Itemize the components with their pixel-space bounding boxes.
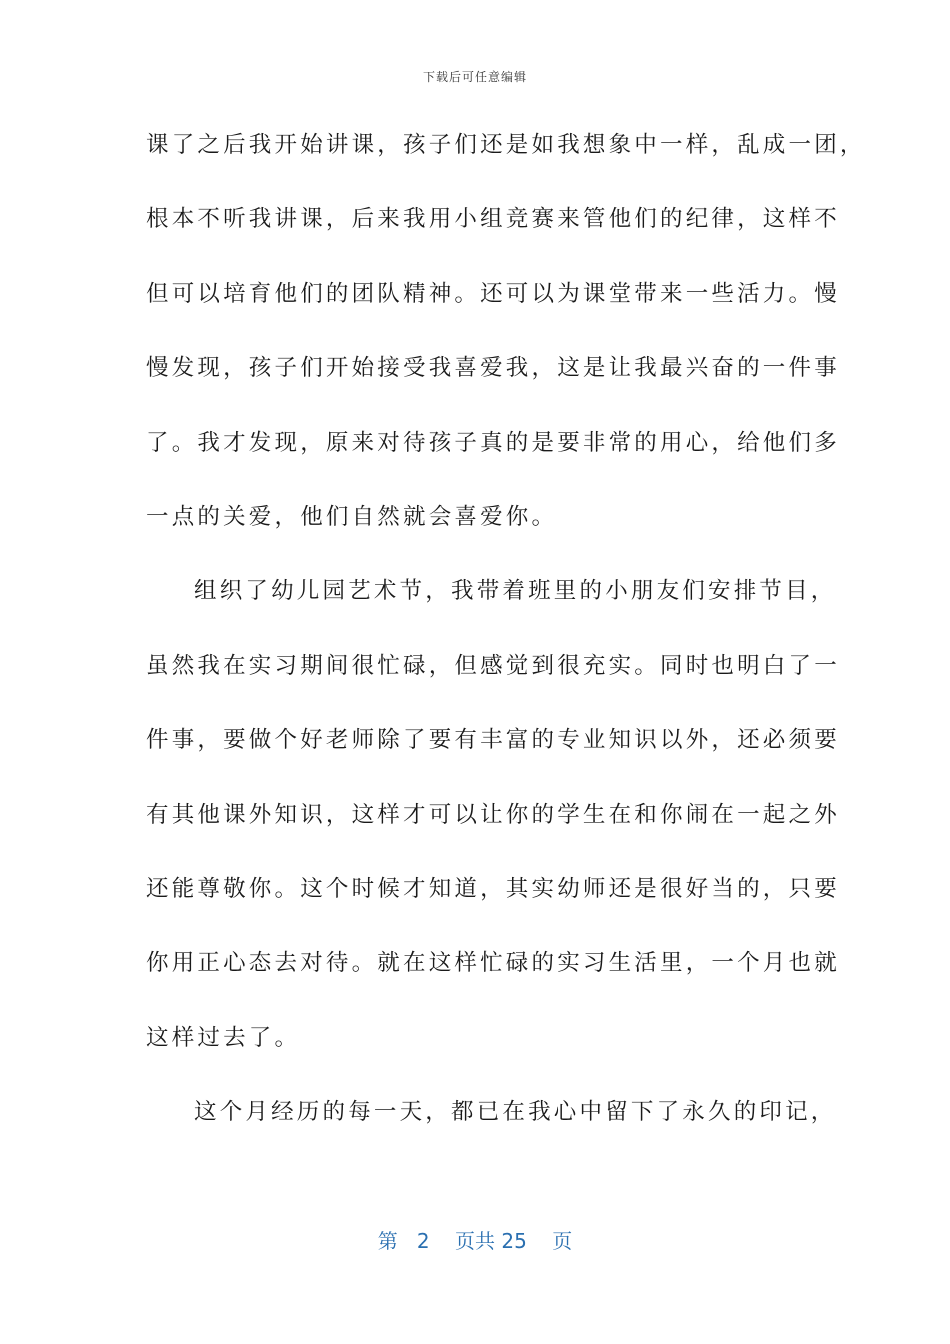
footer-middle: 页共 (455, 1229, 495, 1253)
page-footer (0, 1225, 950, 1254)
text-line-7: 组织了幼儿园艺术节，我带着班里的小朋友们安排节目， (194, 578, 837, 605)
footer-total-pages: 25 (501, 1229, 527, 1253)
text-line-12: 你用正心态去对待。就在这样忙碌的实习生活里，一个月也就 (146, 950, 840, 977)
text-line-8: 虽然我在实习期间很忙碌，但感觉到很充实。同时也明白了一 (146, 652, 840, 679)
text-line-13: 这样过去了。 (146, 1024, 301, 1051)
text-line-11: 还能尊敬你。这个时候才知道，其实幼师还是很好当的，只要 (146, 875, 840, 902)
footer-prefix: 第 (377, 1229, 398, 1253)
text-line-14: 这个月经历的每一天，都已在我心中留下了永久的印记， (194, 1099, 837, 1126)
document-body (146, 122, 866, 1163)
text-line-10: 有其他课外知识，这样才可以让你的学生在和你闹在一起之外 (146, 801, 840, 828)
text-line-3: 但可以培育他们的团队精神。还可以为课堂带来一些活力。慢 (146, 280, 840, 307)
text-line-5: 了。我才发现，原来对待孩子真的是要非常的用心，给他们多 (146, 429, 840, 456)
page-header: 下载后可任意编辑 (422, 70, 527, 84)
text-line-9: 件事，要做个好老师除了要有丰富的专业知识以外，还必须要 (146, 727, 840, 754)
text-line-2: 根本不听我讲课，后来我用小组竞赛来管他们的纪律，这样不 (146, 206, 840, 233)
text-line-1: 课了之后我开始讲课，孩子们还是如我想象中一样，乱成一团， (146, 132, 866, 158)
text-line-6: 一点的关爱，他们自然就会喜爱你。 (146, 503, 558, 530)
footer-page-number: 2 (416, 1229, 430, 1253)
footer-suffix: 页 (552, 1229, 573, 1253)
text-line-4: 慢发现，孩子们开始接受我喜爱我，这是让我最兴奋的一件事 (146, 355, 840, 382)
